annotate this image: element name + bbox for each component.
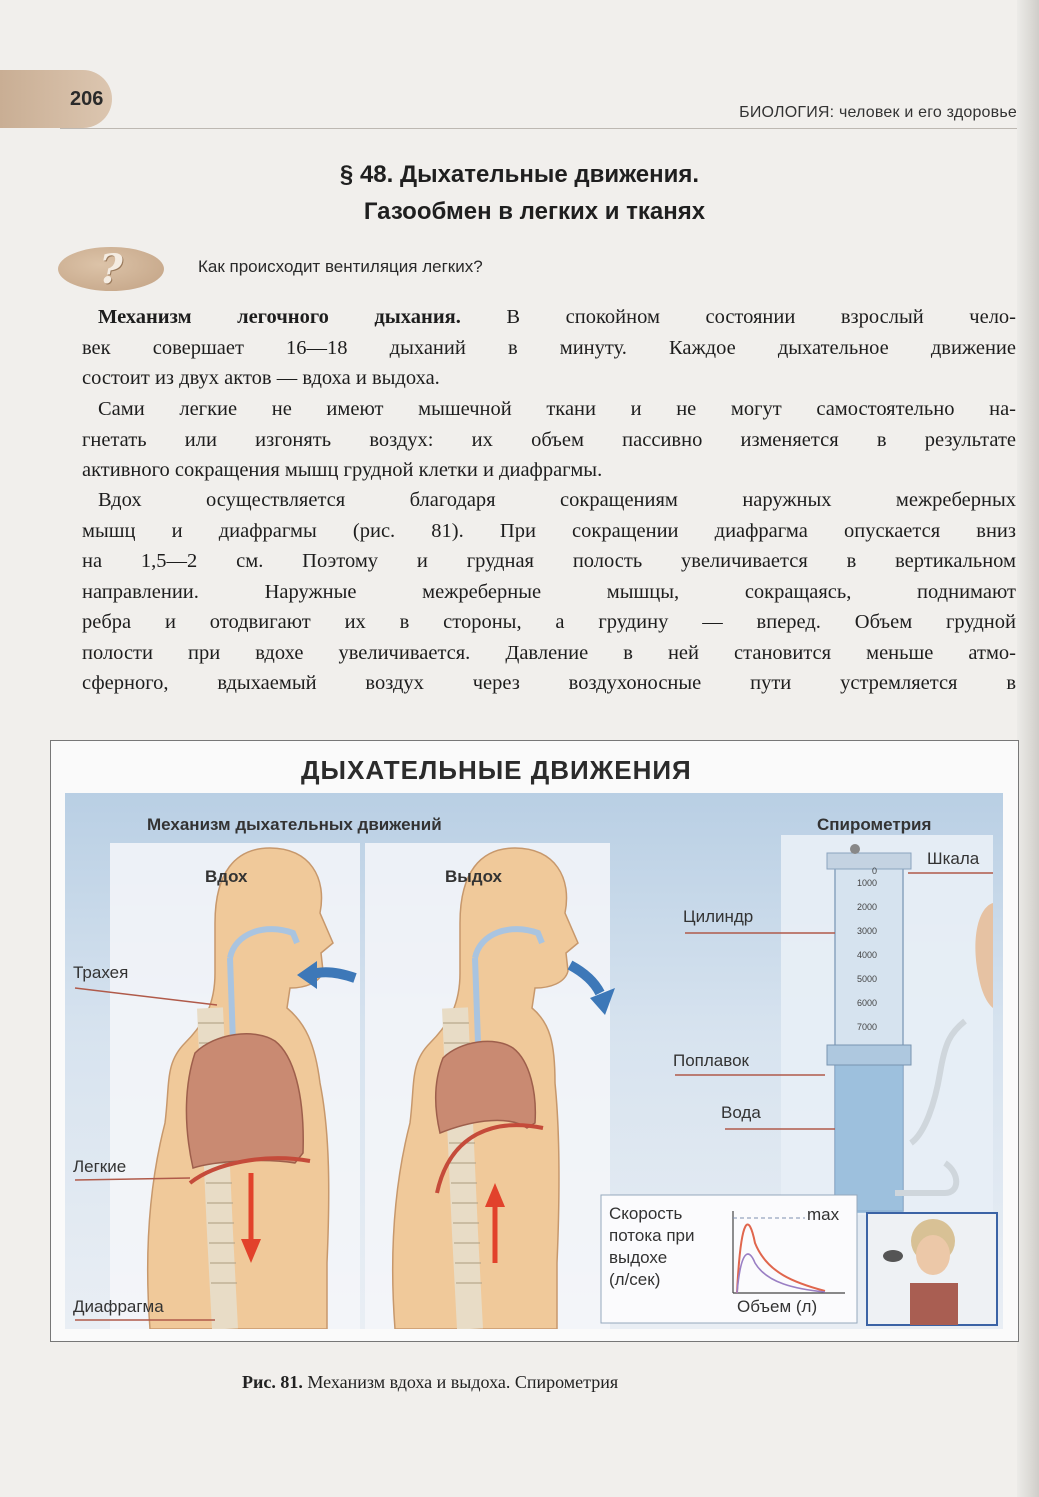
paragraph-line: на 1,5—2 см. Поэтому и грудная полость увеличивается в вертикальном <box>82 550 1016 572</box>
figure-panel <box>65 793 1003 1329</box>
figure-caption <box>242 1372 618 1393</box>
section-title-line-2: Газообмен в легких и тканях <box>363 198 706 225</box>
spirometry-heading: Спирометрия <box>817 815 932 834</box>
scale-tick: 2000 <box>856 902 877 912</box>
running-title: БИОЛОГИЯ: человек и его здоровье <box>739 104 1017 121</box>
scale-tick: 7000 <box>856 1022 877 1032</box>
paragraph-line: Вдох осуществляется благодаря сокращениям наружных межреберных <box>98 489 1016 511</box>
diaphragm-label: Диафрагма <box>73 1297 164 1316</box>
paragraph-line: ребра и отодвигают их в стороны, а грудину — вперед. Объем грудной <box>82 611 1016 633</box>
float <box>827 1045 911 1065</box>
graph-ylabel-line: потока при <box>609 1226 695 1245</box>
graph-ylabel-line: (л/сек) <box>609 1270 661 1289</box>
figure-title: ДЫХАТЕЛЬНЫЕ ДВИЖЕНИЯ <box>301 755 692 785</box>
figure-81 <box>50 740 1019 1342</box>
page-number: 206 <box>70 88 104 110</box>
scale-tick: 4000 <box>856 950 877 960</box>
float-label: Поплавок <box>673 1051 749 1070</box>
scale-label: Шкала <box>927 849 980 868</box>
trachea-label: Трахея <box>73 963 129 982</box>
paragraph-line: Сами легкие не имеют мышечной ткани и не могут самостоятельно на- <box>98 398 1016 420</box>
graph-xlabel: Объем (л) <box>737 1297 818 1316</box>
paragraph-line: мышц и диафрагмы (рис. 81). При сокращении диафрагма опускается вниз <box>82 519 1016 542</box>
question-text: Как происходит вентиляция легких? <box>198 257 483 276</box>
exhale-lungs <box>436 1041 536 1133</box>
scale-tick: 3000 <box>856 926 877 936</box>
graph-ylabel-line: Скорость <box>609 1204 683 1223</box>
graph-max-label: max <box>807 1205 840 1224</box>
paragraph-line: сферного, вдыхаемый воздух через воздухоносные пути устремляется в <box>82 672 1016 694</box>
paragraph-line: полости при вдохе увеличивается. Давление в ней становится меньше атмо- <box>82 641 1016 664</box>
paragraph-line: активного сокращения мышц грудной клетки и диафрагмы. <box>82 459 603 481</box>
caption-text: Механизм вдоха и выдоха. Спирометрия <box>302 1372 619 1392</box>
lungs-label: Легкие <box>73 1157 127 1176</box>
paragraph-1 <box>82 302 1016 394</box>
caption-number: Рис. 81. <box>242 1372 303 1392</box>
question-mark: ? <box>99 245 123 293</box>
spirometer <box>781 835 993 1215</box>
paragraph-line: состоит из двух актов — вдоха и выдоха. <box>82 367 440 389</box>
section-title-line-1: § 48. Дыхательные движения. <box>339 161 700 188</box>
paragraph-3 <box>82 485 1016 699</box>
question-icon <box>58 247 164 291</box>
paragraph-heading: Механизм легочного дыхания. <box>98 306 461 328</box>
inhale-lungs <box>186 1034 303 1168</box>
paragraph-line <box>82 302 1016 333</box>
water-fill <box>835 1053 903 1213</box>
scale-tick: 6000 <box>856 998 877 1008</box>
paragraph-line-text: В спокойном состоянии взрослый чело- <box>460 306 1017 328</box>
spirometer-scale <box>847 859 877 1039</box>
scale-tick: 1000 <box>856 878 877 888</box>
water-label: Вода <box>721 1103 761 1122</box>
mouthpiece-icon <box>883 1250 903 1262</box>
paragraph-line: гнетать или изгонять воздух: их объем пассивно изменяется в результате <box>82 428 1016 451</box>
exhale-label: Выдох <box>445 867 503 886</box>
header-rule <box>60 128 1017 129</box>
scale-tick: 5000 <box>856 974 877 984</box>
cylinder-label: Цилиндр <box>683 907 754 926</box>
mechanism-heading: Механизм дыхательных движений <box>147 815 442 834</box>
inhale-label: Вдох <box>205 867 248 886</box>
paragraph-2 <box>82 394 1016 486</box>
graph-ylabel <box>609 1203 694 1291</box>
graph-ylabel-line: выдохе <box>609 1248 668 1267</box>
scale-tick: 0 <box>871 866 877 876</box>
paragraph-line: направлении. Наружные межреберные мышцы, сокращаясь, поднимают <box>82 580 1016 603</box>
paragraph-line: век совершает 16—18 дыханий в минуту. Каждое дыхательное движение <box>82 336 1016 359</box>
